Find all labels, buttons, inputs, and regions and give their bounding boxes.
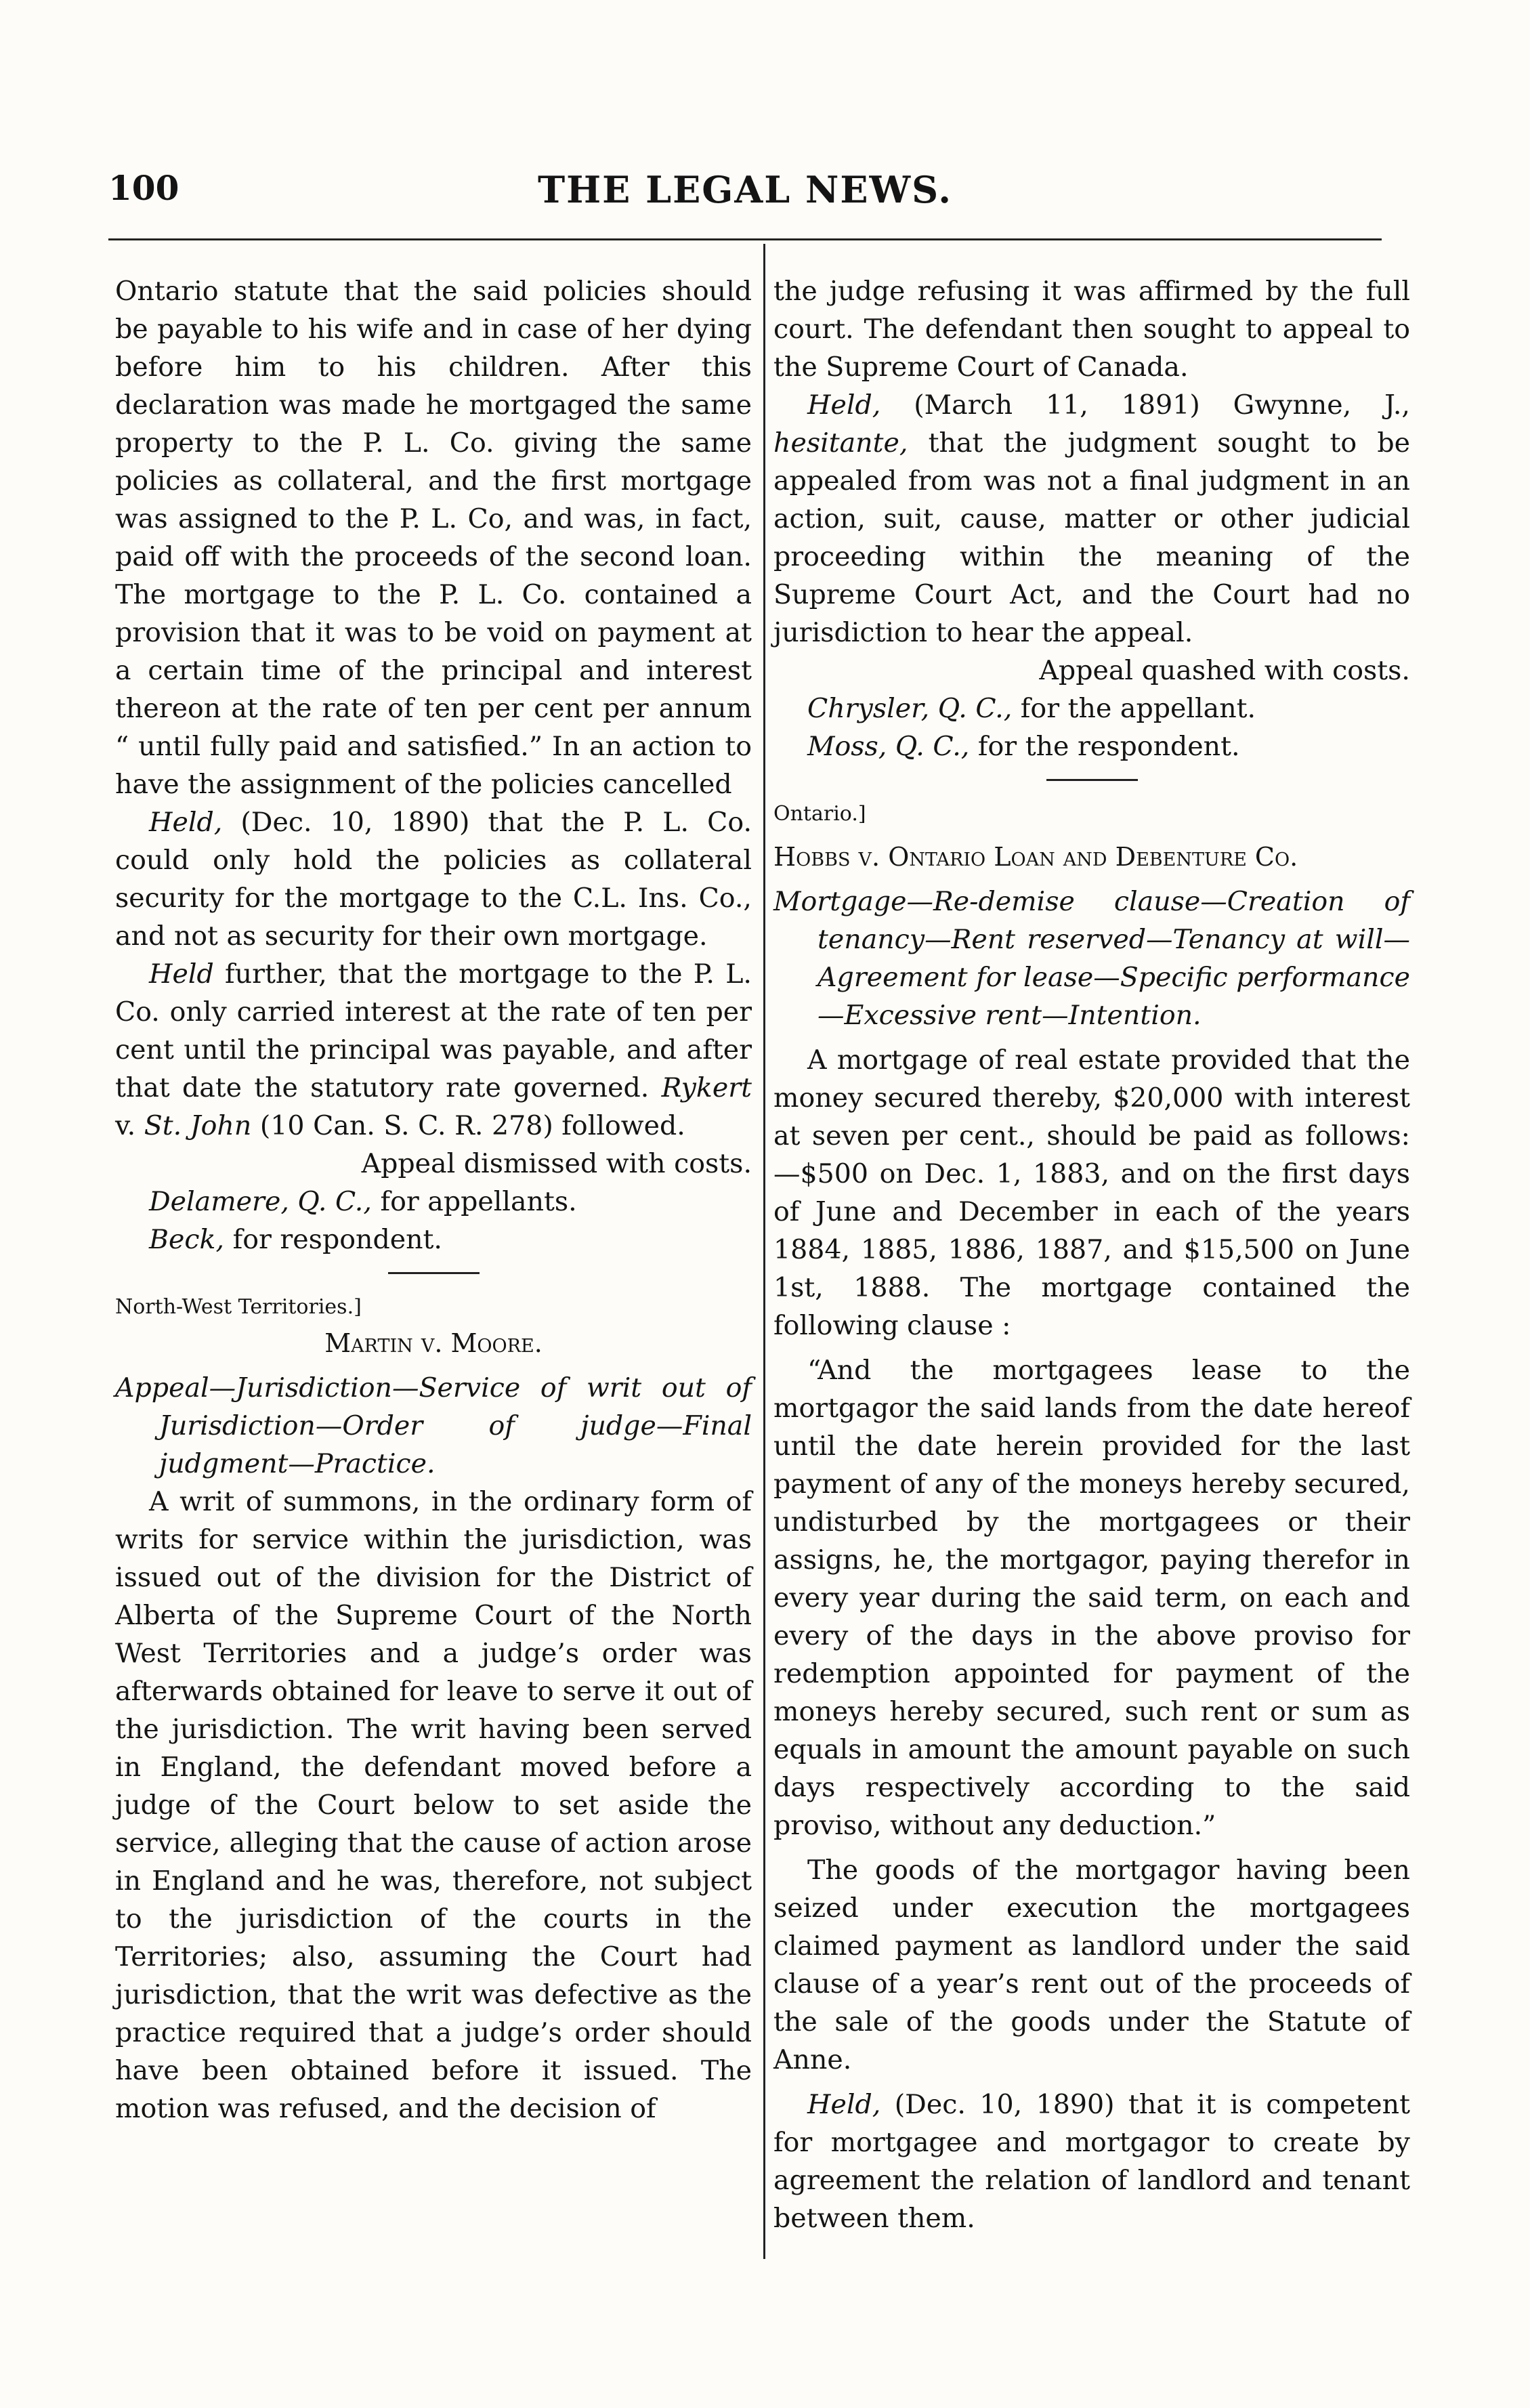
right-court-label: Ontario.]: [773, 802, 866, 826]
held-text: further, that the mortgage to the P. L. Co. only carried interest at the rate of ten per cent until the principal was payable, and after that date the statutory rate governed.: [115, 958, 752, 1103]
counsel-role: for respondent.: [224, 1224, 442, 1255]
held-label: Held,: [807, 2089, 881, 2120]
held-label: Held: [149, 958, 214, 990]
header-rule: [108, 238, 1382, 240]
left-headnote: Appeal—Jurisdiction—Service of writ out of Jurisdiction—Order of judge—Final judgment—Practice.: [115, 1372, 752, 1479]
counsel-role: for the respondent.: [969, 731, 1240, 762]
counsel-name: Delamere, Q. C.,: [149, 1186, 372, 1217]
left-disposition: Appeal dismissed with costs.: [361, 1148, 752, 1179]
right-held-2: [773, 2086, 1410, 2237]
right-headnote: Mortgage—Re-demise clause—Creation of tenancy—Rent reserved—Tenancy at will—Agreement for lease—Specific performance—Excessive rent—Intention.: [773, 886, 1410, 1031]
column-divider: [763, 244, 765, 2259]
held-text: (Dec. 10, 1890) that the P. L. Co. could only hold the policies as collateral security for the mortgage to the C.L. Ins. Co., and not as security for their own mortgage.: [115, 807, 752, 952]
left-counsel-2: [115, 1221, 752, 1259]
held-hesitante: hesitante,: [773, 427, 908, 459]
left-court-label: North-West Territories.]: [115, 1295, 362, 1319]
right-paragraph-4: The goods of the mortgagor having been seized under execution the mortgagees claimed payment as landlord under the said clause of a year’s rent out of the proceeds of the sale of the goods under the Statute of Anne.: [773, 1855, 1410, 2075]
left-case-title: Martin v. Moore.: [324, 1328, 543, 1358]
page-number: 100: [108, 168, 179, 208]
held-text: (March 11, 1891) Gwynne, J.,: [880, 389, 1410, 421]
section-rule: [388, 1272, 480, 1274]
citation-party-b: St. John: [144, 1110, 252, 1141]
counsel-role: for appellants.: [371, 1186, 577, 1217]
journal-title: THE LEGAL NEWS.: [537, 168, 953, 211]
left-case-body: A writ of summons, in the ordinary form of writs for service within the jurisdiction, was issued out of the division for the District of Alberta of the Supreme Court of the North West Territories and a judge’s order was afterwards obtained for leave to serve it out of the jurisdiction. The writ having been served in England, the defendant moved before a judge of the Court below to set aside the service, alleging that the cause of action arose in England and he was, therefore, not subject to the jurisdiction of the courts in the Territories; also, assuming the Court had jurisdiction, that the writ was defective as the practice required that a judge’s order should have been obtained before it issued. The motion was refused, and the decision of: [115, 1486, 752, 2124]
right-paragraph-1: the judge refusing it was affirmed by the full court. The defendant then sought to appeal to the Supreme Court of Canada.: [773, 276, 1410, 383]
left-held-1: [115, 803, 752, 955]
counsel-name: Chrysler, Q. C.,: [807, 693, 1013, 724]
section-rule: [1046, 779, 1138, 781]
right-counsel-2: [773, 727, 1410, 765]
right-case-title: Hobbs v. Ontario Loan and Debenture Co.: [773, 842, 1298, 872]
right-column: [773, 272, 1410, 2237]
counsel-role: for the appellant.: [1012, 693, 1256, 724]
citation-rest: (10 Can. S. C. R. 278) followed.: [251, 1110, 685, 1141]
counsel-name: Beck,: [149, 1224, 225, 1255]
held-text: (Dec. 10, 1890) that it is competent for mortgagee and mortgagor to create by agreement the relation of landlord and tenant between them.: [773, 2089, 1410, 2234]
left-held-2: [115, 955, 752, 1145]
left-counsel-1: [115, 1183, 752, 1221]
held-label: Held,: [807, 389, 881, 421]
page-header: [108, 168, 1382, 222]
counsel-name: Moss, Q. C.,: [807, 731, 970, 762]
right-quoted-clause: “And the mortgagees lease to the mortgagor the said lands from the date hereof until the date herein provided for the last payment of any of the moneys hereby secured, undisturbed by the mortgagees or their assigns, he, the mortgagor, paying therefor in every year during the said term, on each and every of the days in the above proviso for redemption appointed for payment of the moneys hereby secured, such rent or sum as equals in amount the amount payable on such days respectively according to the said proviso, without any deduction.”: [773, 1355, 1410, 1841]
held-text: that the judgment sought to be appealed from was not a final judgment in an action, suit, cause, matter or other judicial proceeding within the meaning of the Supreme Court Act, and the Court had no jurisdiction to hear the appeal.: [773, 427, 1410, 648]
left-column: [115, 272, 752, 2128]
right-paragraph-2: A mortgage of real estate provided that the money secured thereby, $20,000 with interest at seven per cent., should be paid as follows:—$500 on Dec. 1, 1883, and on the first days of June and December in each of the years 1884, 1885, 1886, 1887, and $15,500 on June 1st, 1888. The mortgage contained the following clause :: [773, 1044, 1410, 1341]
citation-party-a: Rykert: [661, 1072, 752, 1103]
right-disposition: Appeal quashed with costs.: [1039, 655, 1410, 686]
left-paragraph-1: Ontario statute that the said policies should be payable to his wife and in case of her dying before him to his children. After this declaration was made he mortgaged the same property to the P. L. Co. giving the same policies as collateral, and the first mortgage was assigned to the P. L. Co, and was, in fact, paid off with the proceeds of the second loan. The mortgage to the P. L. Co. contained a provision that it was to be void on payment at a certain time of the principal and interest thereon at the rate of ten per cent per annum “ until fully paid and satisfied.” In an action to have the assignment of the policies cancelled: [115, 276, 752, 800]
right-held-1: [773, 386, 1410, 652]
citation-versus: v.: [115, 1110, 144, 1141]
held-label: Held,: [149, 807, 223, 838]
right-counsel-1: [773, 690, 1410, 727]
